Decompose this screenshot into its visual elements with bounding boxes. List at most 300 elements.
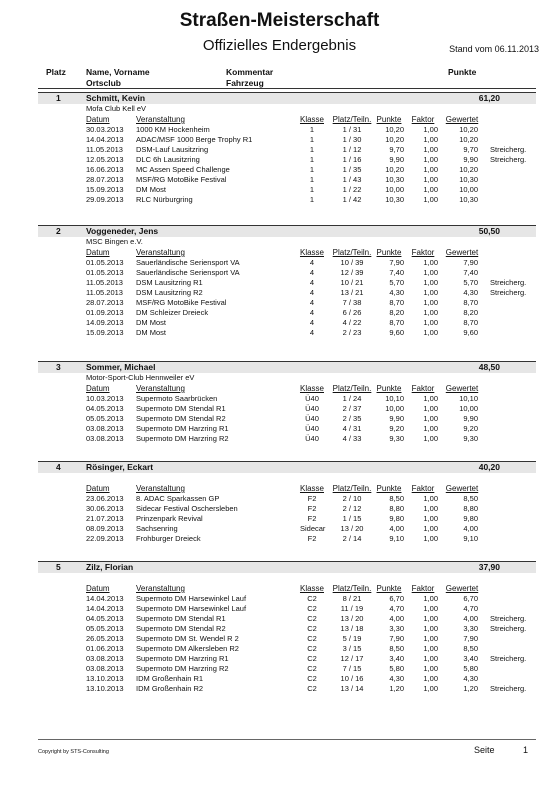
cell-class: C2: [307, 624, 317, 633]
cell-date: 01.06.2013: [86, 644, 124, 653]
header-divider: [38, 88, 536, 89]
page-label: Seite: [474, 745, 495, 755]
cell-class: 1: [309, 145, 315, 154]
cell-fac: 1,00: [423, 268, 438, 277]
participant-header: [38, 92, 536, 104]
cell-fac: 1,00: [423, 664, 438, 673]
cell-class: C2: [307, 594, 317, 603]
cell-event: Supermoto DM Harzring R2: [136, 434, 229, 443]
cell-score: 8,70: [463, 318, 478, 327]
cell-fac: 1,00: [423, 614, 438, 623]
table-row: [38, 604, 536, 614]
header-datum: Datum: [86, 484, 110, 493]
document-subtitle: Offizielles Endergebnis: [202, 37, 357, 54]
cell-place: 12 / 39: [340, 268, 364, 277]
table-row: [38, 514, 536, 524]
participant-header: [38, 461, 536, 473]
column-name: Name, Vorname: [86, 67, 150, 77]
header-gewertet: Gewertet: [445, 248, 479, 257]
cell-event: Supermoto DM Stendal R1: [136, 614, 226, 623]
cell-pts: 9,30: [389, 434, 404, 443]
cell-class: C2: [307, 684, 317, 693]
cell-pts: 3,40: [389, 654, 404, 663]
participant-total: 48,50: [478, 362, 500, 372]
cell-event: DM Most: [136, 185, 166, 194]
cell-score: 9,80: [463, 514, 478, 523]
cell-date: 01.09.2013: [86, 308, 124, 317]
cell-date: 03.08.2013: [86, 424, 124, 433]
cell-note: Streicherg.: [490, 614, 527, 623]
table-row: [38, 504, 536, 514]
cell-note: Streicherg.: [490, 624, 527, 633]
cell-class: 4: [309, 328, 315, 337]
cell-event: DM Most: [136, 328, 166, 337]
cell-date: 05.05.2013: [86, 624, 124, 633]
table-row: [38, 674, 536, 684]
cell-date: 15.09.2013: [86, 328, 124, 337]
table-row: [38, 185, 536, 195]
cell-class: 1: [309, 125, 315, 134]
cell-fac: 1,00: [423, 394, 438, 403]
cell-event: MSF/RG MotoBike Festival: [136, 298, 227, 307]
cell-place: 10 / 16: [340, 674, 364, 683]
cell-fac: 1,00: [423, 424, 438, 433]
cell-pts: 4,30: [389, 674, 404, 683]
cell-score: 8,80: [463, 504, 478, 513]
cell-pts: 4,00: [389, 524, 404, 533]
cell-place: 13 / 20: [340, 614, 364, 623]
header-gewertet: Gewertet: [445, 484, 479, 493]
cell-class: Ü40: [305, 414, 319, 423]
cell-date: 21.07.2013: [86, 514, 124, 523]
participant-club: Motor-Sport-Club Hennweiler eV: [86, 373, 195, 382]
participant-block: [38, 361, 536, 444]
cell-date: 13.10.2013: [86, 674, 124, 683]
cell-place: 2 / 12: [342, 504, 362, 513]
cell-score: 10,20: [459, 135, 478, 144]
cell-date: 15.09.2013: [86, 185, 124, 194]
cell-score: 5,80: [463, 664, 478, 673]
cell-class: 1: [309, 175, 315, 184]
participant-total: 37,90: [478, 562, 500, 572]
cell-score: 8,70: [463, 298, 478, 307]
header-gewertet: Gewertet: [445, 115, 479, 124]
results-table-header: [38, 383, 536, 394]
cell-class: C2: [307, 644, 317, 653]
cell-date: 16.06.2013: [86, 165, 124, 174]
header-platz_teiln: Platz/Teiln.: [332, 384, 372, 393]
cell-fac: 1,00: [423, 624, 438, 633]
cell-place: 1 / 12: [342, 145, 362, 154]
cell-pts: 7,90: [389, 634, 404, 643]
cell-score: 3,30: [463, 624, 478, 633]
cell-pts: 10,30: [385, 195, 404, 204]
results-table-header: [38, 114, 536, 125]
cell-fac: 1,00: [423, 175, 438, 184]
cell-date: 23.06.2013: [86, 494, 124, 503]
cell-class: 1: [309, 135, 315, 144]
participant-club: [38, 573, 536, 583]
cell-class: Ü40: [305, 434, 319, 443]
cell-pts: 7,90: [389, 258, 404, 267]
cell-place: 5 / 19: [342, 634, 362, 643]
cell-class: Ü40: [305, 394, 319, 403]
cell-date: 28.07.2013: [86, 298, 124, 307]
cell-class: F2: [307, 514, 317, 523]
cell-date: 14.04.2013: [86, 594, 124, 603]
cell-date: 28.07.2013: [86, 175, 124, 184]
cell-pts: 8,50: [389, 494, 404, 503]
cell-pts: 10,00: [385, 185, 404, 194]
cell-event: 8. ADAC Sparkassen GP: [136, 494, 220, 503]
participant-header: [38, 225, 536, 237]
cell-fac: 1,00: [423, 195, 438, 204]
cell-event: Supermoto DM Stendal R2: [136, 624, 226, 633]
cell-date: 13.10.2013: [86, 684, 124, 693]
cell-score: 10,00: [459, 185, 478, 194]
cell-pts: 8,50: [389, 644, 404, 653]
cell-class: 1: [309, 195, 315, 204]
table-row: [38, 258, 536, 268]
cell-note: Streicherg.: [490, 155, 527, 164]
table-row: [38, 424, 536, 434]
cell-score: 1,20: [463, 684, 478, 693]
header-datum: Datum: [86, 584, 110, 593]
cell-fac: 1,00: [423, 328, 438, 337]
header-veranstaltung: Veranstaltung: [136, 384, 185, 393]
cell-fac: 1,00: [423, 185, 438, 194]
cell-score: 8,50: [463, 644, 478, 653]
cell-place: 1 / 15: [342, 514, 362, 523]
cell-date: 11.05.2013: [86, 288, 123, 297]
cell-score: 8,20: [463, 308, 478, 317]
cell-date: 03.08.2013: [86, 654, 124, 663]
participant-name: Zilz, Florian: [86, 562, 134, 572]
cell-note: Streicherg.: [490, 145, 527, 154]
cell-class: 4: [309, 318, 315, 327]
column-punkte: Punkte: [448, 67, 477, 77]
cell-score: 9,60: [463, 328, 478, 337]
header-veranstaltung: Veranstaltung: [136, 115, 185, 124]
cell-event: Supermoto DM Harzring R1: [136, 424, 229, 433]
header-datum: Datum: [86, 384, 110, 393]
header-gewertet: Gewertet: [445, 384, 479, 393]
cell-pts: 9,80: [389, 514, 404, 523]
column-ortsclub: Ortsclub: [86, 78, 121, 88]
cell-pts: 10,20: [385, 165, 404, 174]
cell-class: 1: [309, 155, 315, 164]
header-faktor: Faktor: [411, 584, 435, 593]
column-platz: Platz: [46, 67, 66, 77]
participant-name: Sommer, Michael: [86, 362, 156, 372]
table-row: [38, 175, 536, 185]
cell-fac: 1,00: [423, 318, 438, 327]
cell-event: Supermoto DM Harzring R2: [136, 664, 229, 673]
cell-fac: 1,00: [423, 258, 438, 267]
cell-date: 22.09.2013: [86, 534, 124, 543]
cell-event: DSM Lausitzring R2: [136, 288, 203, 297]
cell-place: 7 / 15: [342, 664, 362, 673]
header-punkte: Punkte: [376, 584, 402, 593]
cell-place: 11 / 19: [340, 604, 364, 613]
cell-class: 1: [309, 165, 315, 174]
cell-fac: 1,00: [423, 298, 438, 307]
results-table-header: [38, 247, 536, 258]
cell-pts: 9,20: [389, 424, 404, 433]
cell-score: 4,00: [463, 524, 478, 533]
cell-score: 5,70: [463, 278, 478, 287]
cell-class: 4: [309, 308, 315, 317]
participant-name: Voggeneder, Jens: [86, 226, 159, 236]
cell-pts: 10,00: [385, 404, 404, 413]
header-faktor: Faktor: [411, 248, 435, 257]
cell-place: 13 / 21: [340, 288, 364, 297]
cell-event: MC Assen Speed Challenge: [136, 165, 230, 174]
cell-class: 4: [309, 258, 315, 267]
cell-pts: 4,00: [389, 614, 404, 623]
cell-event: Supermoto DM St. Wendel R 2: [136, 634, 239, 643]
header-faktor: Faktor: [411, 115, 435, 124]
cell-fac: 1,00: [423, 674, 438, 683]
cell-place: 1 / 22: [342, 185, 362, 194]
cell-class: F2: [307, 534, 317, 543]
copyright: Copyright by STS-Consulting: [38, 749, 109, 755]
cell-class: 4: [309, 268, 315, 277]
cell-score: 9,70: [463, 145, 478, 154]
cell-date: 03.08.2013: [86, 664, 124, 673]
cell-place: 6 / 26: [342, 308, 362, 317]
cell-date: 08.09.2013: [86, 524, 124, 533]
cell-class: C2: [307, 664, 317, 673]
participant-block: [38, 461, 536, 544]
table-row: [38, 288, 536, 298]
header-faktor: Faktor: [411, 484, 435, 493]
cell-pts: 9,70: [389, 145, 404, 154]
cell-place: 2 / 14: [342, 534, 362, 543]
cell-class: 4: [309, 288, 315, 297]
cell-fac: 1,00: [423, 604, 438, 613]
cell-event: DSM-Lauf Lausitzring: [136, 145, 209, 154]
cell-place: 13 / 18: [340, 624, 364, 633]
cell-pts: 8,20: [389, 308, 404, 317]
document-title: Straßen-Meisterschaft: [179, 10, 380, 31]
cell-event: Sidecar Festival Oschersleben: [136, 504, 238, 513]
table-row: [38, 155, 536, 165]
participant-rank: 5: [56, 562, 61, 572]
participant-total: 61,20: [478, 93, 500, 103]
cell-fac: 1,00: [423, 644, 438, 653]
cell-date: 29.09.2013: [86, 195, 124, 204]
results-table-header: [38, 483, 536, 494]
cell-event: MSF/RG MotoBike Festival: [136, 175, 227, 184]
cell-score: 6,70: [463, 594, 478, 603]
table-row: [38, 308, 536, 318]
cell-pts: 4,70: [389, 604, 404, 613]
cell-fac: 1,00: [423, 145, 438, 154]
table-row: [38, 654, 536, 664]
cell-event: Supermoto DM Harsewinkel Lauf: [136, 604, 247, 613]
cell-event: 1000 KM Hockenheim: [136, 125, 210, 134]
cell-pts: 5,70: [389, 278, 404, 287]
cell-pts: 7,40: [389, 268, 404, 277]
participant-block: [38, 225, 536, 338]
cell-date: 14.04.2013: [86, 604, 124, 613]
participant-name: Schmitt, Kevin: [86, 93, 146, 103]
cell-place: 12 / 17: [340, 654, 364, 663]
table-row: [38, 534, 536, 544]
cell-event: DM Most: [136, 318, 166, 327]
cell-score: 4,30: [463, 674, 478, 683]
cell-fac: 1,00: [423, 434, 438, 443]
cell-note: Streicherg.: [490, 684, 527, 693]
cell-fac: 1,00: [423, 278, 438, 287]
cell-class: 4: [309, 298, 315, 307]
cell-event: DM Schleizer Dreieck: [136, 308, 209, 317]
header-gewertet: Gewertet: [445, 584, 479, 593]
table-row: [38, 404, 536, 414]
cell-class: F2: [307, 494, 317, 503]
cell-class: C2: [307, 634, 317, 643]
cell-fac: 1,00: [423, 524, 438, 533]
cell-date: 30.06.2013: [86, 504, 124, 513]
cell-place: 10 / 39: [340, 258, 364, 267]
cell-fac: 1,00: [423, 165, 438, 174]
cell-place: 1 / 30: [342, 135, 362, 144]
participant-club: [38, 473, 536, 483]
participant-header: [38, 561, 536, 573]
cell-pts: 10,20: [385, 135, 404, 144]
cell-pts: 9,90: [389, 414, 404, 423]
table-row: [38, 664, 536, 674]
cell-date: 01.05.2013: [86, 268, 124, 277]
header-punkte: Punkte: [376, 248, 402, 257]
participant-rank: 1: [56, 93, 61, 103]
cell-date: 04.05.2013: [86, 404, 124, 413]
cell-place: 4 / 31: [342, 424, 362, 433]
cell-pts: 9,10: [389, 534, 404, 543]
cell-date: 30.03.2013: [86, 125, 124, 134]
cell-fac: 1,00: [423, 308, 438, 317]
cell-place: 1 / 16: [342, 155, 362, 164]
cell-place: 2 / 10: [342, 494, 362, 503]
cell-place: 4 / 22: [342, 318, 362, 327]
cell-fac: 1,00: [423, 534, 438, 543]
cell-score: 10,00: [459, 404, 478, 413]
cell-fac: 1,00: [423, 288, 438, 297]
cell-event: IDM Großenhain R1: [136, 674, 204, 683]
cell-place: 3 / 15: [342, 644, 362, 653]
cell-score: 7,40: [463, 268, 478, 277]
cell-fac: 1,00: [423, 504, 438, 513]
cell-score: 10,20: [459, 165, 478, 174]
header-klasse: Klasse: [299, 248, 324, 257]
table-row: [38, 644, 536, 654]
cell-score: 9,90: [463, 155, 478, 164]
header-faktor: Faktor: [411, 384, 435, 393]
cell-class: C2: [307, 674, 317, 683]
cell-score: 9,90: [463, 414, 478, 423]
cell-event: Supermoto DM Stendal R2: [136, 414, 226, 423]
table-row: [38, 634, 536, 644]
participant-club: MSC Bingen e.V.: [86, 237, 143, 246]
cell-fac: 1,00: [423, 125, 438, 134]
cell-class: 1: [309, 185, 315, 194]
participant-name: Rösinger, Eckart: [86, 462, 154, 472]
cell-event: DSM Lausitzring R1: [136, 278, 203, 287]
table-row: [38, 195, 536, 205]
table-row: [38, 594, 536, 604]
header-klasse: Klasse: [299, 584, 324, 593]
cell-fac: 1,00: [423, 155, 438, 164]
cell-pts: 1,20: [389, 684, 404, 693]
header-datum: Datum: [86, 248, 110, 257]
results-table-header: [38, 583, 536, 594]
cell-event: Supermoto Saarbrücken: [136, 394, 218, 403]
cell-score: 9,10: [463, 534, 478, 543]
cell-place: 4 / 33: [342, 434, 362, 443]
cell-date: 05.05.2013: [86, 414, 124, 423]
cell-score: 9,30: [463, 434, 478, 443]
cell-score: 9,20: [463, 424, 478, 433]
header-punkte: Punkte: [376, 115, 402, 124]
cell-date: 14.04.2013: [86, 135, 124, 144]
cell-date: 14.09.2013: [86, 318, 124, 327]
cell-class: C2: [307, 604, 317, 613]
cell-place: 2 / 37: [342, 404, 362, 413]
cell-date: 04.05.2013: [86, 614, 124, 623]
header-veranstaltung: Veranstaltung: [136, 248, 185, 257]
cell-class: F2: [307, 504, 317, 513]
table-row: [38, 684, 536, 694]
cell-pts: 9,90: [389, 155, 404, 164]
table-row: [38, 614, 536, 624]
header-platz_teiln: Platz/Teiln.: [332, 584, 372, 593]
cell-class: Ü40: [305, 404, 319, 413]
header-platz_teiln: Platz/Teiln.: [332, 248, 372, 257]
participant-total: 50,50: [478, 226, 500, 236]
cell-event: IDM Großenhain R2: [136, 684, 204, 693]
cell-place: 8 / 21: [342, 594, 362, 603]
table-row: [38, 145, 536, 155]
table-row: [38, 278, 536, 288]
cell-fac: 1,00: [423, 684, 438, 693]
page-number: 1: [523, 745, 529, 755]
table-row: [38, 165, 536, 175]
table-row: [38, 268, 536, 278]
cell-date: 10.03.2013: [86, 394, 124, 403]
table-row: [38, 414, 536, 424]
header-datum: Datum: [86, 115, 110, 124]
cell-place: 1 / 35: [342, 165, 362, 174]
table-row: [38, 328, 536, 338]
table-row: [38, 394, 536, 404]
cell-event: Supermoto DM Alkersleben R2: [136, 644, 239, 653]
cell-pts: 8,80: [389, 504, 404, 513]
participant-block: [38, 92, 536, 205]
cell-pts: 10,20: [385, 125, 404, 134]
cell-fac: 1,00: [423, 594, 438, 603]
table-row: [38, 434, 536, 444]
cell-place: 10 / 21: [340, 278, 364, 287]
header-veranstaltung: Veranstaltung: [136, 584, 185, 593]
cell-place: 13 / 14: [340, 684, 364, 693]
header-platz_teiln: Platz/Teiln.: [332, 484, 372, 493]
header-klasse: Klasse: [299, 384, 324, 393]
cell-pts: 4,30: [389, 288, 404, 297]
cell-class: Sidecar: [300, 524, 326, 533]
header-klasse: Klasse: [299, 484, 324, 493]
cell-score: 4,00: [463, 614, 478, 623]
